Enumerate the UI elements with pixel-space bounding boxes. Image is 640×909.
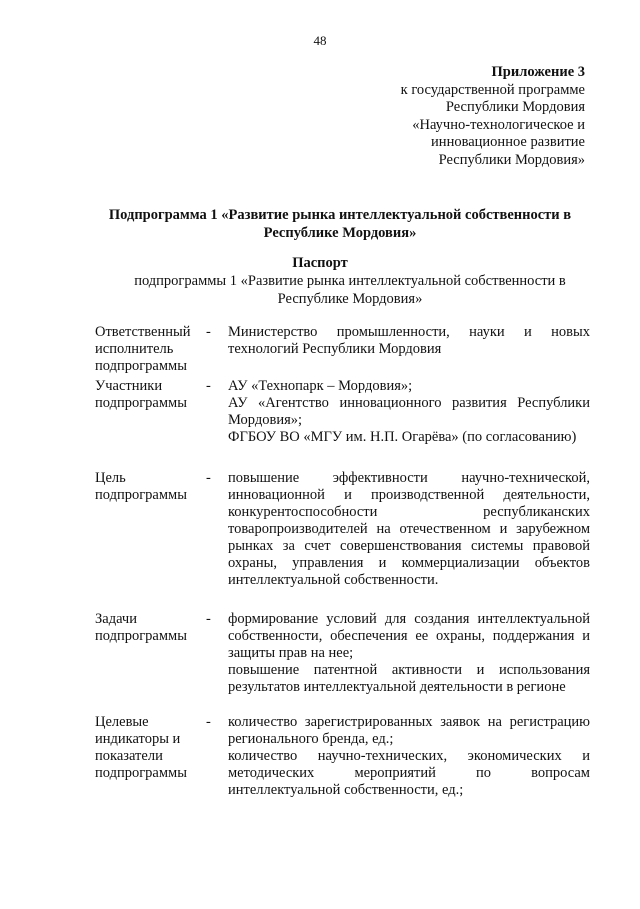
row-value bbox=[228, 714, 590, 799]
row-label: Задачи подпрограммы bbox=[95, 611, 187, 644]
row-value bbox=[228, 324, 590, 358]
row-goal bbox=[95, 470, 590, 600]
row-indicators bbox=[95, 714, 590, 824]
row-tasks bbox=[95, 611, 590, 701]
row-value bbox=[228, 470, 590, 589]
row-dash: - bbox=[206, 324, 211, 340]
appendix-block bbox=[255, 64, 585, 169]
row-participants bbox=[95, 378, 590, 466]
appendix-heading: Приложение 3 bbox=[491, 64, 585, 80]
appendix-line: Республики Мордовия» bbox=[438, 151, 585, 168]
passport-title: Паспорт bbox=[292, 255, 348, 271]
row-dash: - bbox=[206, 611, 211, 627]
subprogram-title: Подпрограмма 1 «Развитие рынка интеллектуальной собственности в Республике Мордовия» bbox=[108, 207, 572, 241]
row-dash: - bbox=[206, 470, 211, 486]
row-item: повышение эффективности научно-технической, инновационной и производственной деятельности, конкурентоспособности республиканских товаропроизводителей на отечественном и зарубежном рынках за счет совершенствования системы правовой охраны, управления и коммерциализации объектов интеллектуальной собственности. bbox=[228, 470, 590, 588]
row-item: формирование условий для создания интеллектуальной собственности, обеспечения ее охраны, поддержания и защиты прав на нее; bbox=[228, 611, 590, 661]
row-label: Участники подпрограммы bbox=[95, 378, 187, 411]
row-responsible-executor bbox=[95, 324, 590, 374]
appendix-line: инновационное развитие bbox=[431, 134, 585, 150]
row-item: количество зарегистрированных заявок на регистрацию регионального бренда, ед.; bbox=[228, 714, 590, 747]
row-item: АУ «Агентство инновационного развития Республики Мордовия»; bbox=[228, 395, 590, 428]
appendix-line: «Научно-технологическое и bbox=[412, 116, 585, 133]
appendix-line: Республики Мордовия bbox=[445, 99, 585, 115]
row-label: Целевые индикаторы и показатели подпрограммы bbox=[95, 714, 187, 781]
row-dash: - bbox=[206, 378, 211, 394]
row-item: АУ «Технопарк – Мордовия»; bbox=[228, 378, 413, 394]
row-value bbox=[228, 378, 590, 446]
row-item: количество научно-технических, экономических и методических мероприятий по вопросам интеллектуальной собственности, ед.; bbox=[228, 748, 590, 798]
row-value bbox=[228, 611, 590, 696]
row-dash: - bbox=[206, 714, 211, 730]
row-item: ФГБОУ ВО «МГУ им. Н.П. Огарёва» (по согласованию) bbox=[228, 429, 577, 445]
row-label: Ответственный исполнитель подпрограммы bbox=[95, 324, 191, 374]
appendix-line: к государственной программе bbox=[400, 81, 585, 98]
page-number: 48 bbox=[313, 33, 327, 48]
row-item: повышение патентной активности и использования результатов интеллектуальной деятельности в регионе bbox=[228, 662, 590, 695]
passport-subtitle: подпрограммы 1 «Развитие рынка интеллектуальной собственности в Республике Мордовия» bbox=[134, 273, 566, 307]
row-item: Министерство промышленности, науки и новых технологий Республики Мордовия bbox=[228, 324, 590, 357]
row-label: Цель подпрограммы bbox=[95, 470, 187, 503]
